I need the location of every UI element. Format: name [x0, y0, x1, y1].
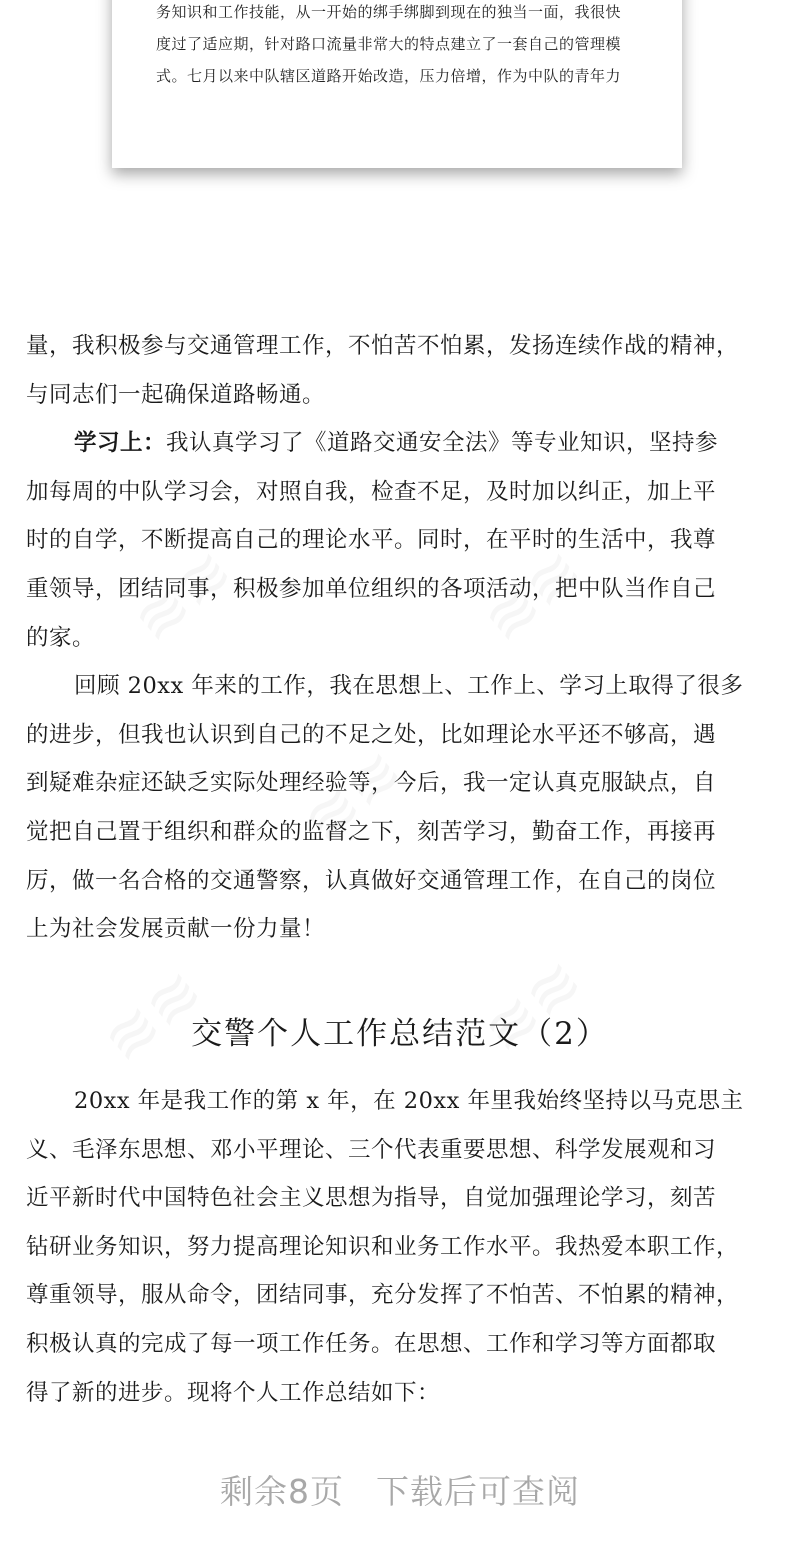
- paragraph: [26, 419, 780, 662]
- preview-line: 度过了适应期，针对路口流量非常大的特点建立了一套自己的管理模: [156, 35, 622, 53]
- text-line: 尊重领导，服从命令，团结同事，充分发挥了不怕苦、不怕累的精神，: [26, 1282, 740, 1309]
- preview-line: 务知识和工作技能，从一开始的绑手绑脚到现在的独当一面，我很快: [156, 3, 622, 21]
- section-title: 交警个人工作总结范文（2）: [191, 1016, 609, 1052]
- text-line: 的家。: [26, 624, 96, 651]
- download-hint-text: 下载后可查阅: [376, 1472, 580, 1511]
- text-line: 上为社会发展贡献一份力量！: [26, 916, 326, 943]
- document-body: [26, 322, 780, 954]
- paragraph-label: 学习上：: [74, 430, 167, 457]
- document-body-section-2: [26, 1077, 780, 1417]
- text-line: 与同志们一起确保道路畅通。: [26, 381, 326, 408]
- text-segment: 我认真学习了《道路交通安全法》等专业知识，坚持参: [166, 430, 719, 457]
- text-line: 20xx 年是我工作的第 x 年，在 20xx 年里我始终坚持以马克思主: [74, 1088, 744, 1114]
- paragraph: [26, 322, 780, 419]
- paragraph: [26, 1077, 780, 1417]
- text-line: 加每周的中队学习会，对照自我，检查不足，及时加以纠正，加上平: [26, 478, 717, 505]
- text-line: 觉把自己置于组织和群众的监督之下，刻苦学习，勤奋工作，再接再: [26, 818, 717, 845]
- text-line: 回顾 20xx 年来的工作，我在思想上、工作上、学习上取得了很多: [74, 673, 744, 700]
- text-line: [26, 419, 780, 468]
- preview-line: 式。七月以来中队辖区道路开始改造，压力倍增，作为中队的青年力: [156, 67, 622, 85]
- text-line: 重领导，团结同事，积极参加单位组织的各项活动，把中队当作自己: [26, 575, 717, 602]
- text-line: 时的自学，不断提高自己的理论水平。同时，在平时的生活中，我尊: [26, 527, 717, 554]
- page-preview-card: [112, 0, 682, 168]
- text-line: 积极认真的完成了每一项工作任务。在思想、工作和学习等方面都取: [26, 1330, 717, 1357]
- preview-text: [156, 0, 646, 92]
- text-line: 得了新的进步。现将个人工作总结如下：: [26, 1379, 441, 1406]
- text-line: 的进步，但我也认识到自己的不足之处，比如理论水平还不够高，遇: [26, 721, 717, 748]
- text-line: 量，我积极参与交通管理工作，不怕苦不怕累，发扬连续作战的精神，: [26, 333, 740, 359]
- remaining-pages-text: 剩余8页: [220, 1472, 344, 1511]
- remaining-pages-banner[interactable]: [0, 1466, 800, 1513]
- text-line: 近平新时代中国特色社会主义思想为指导，自觉加强理论学习，刻苦: [26, 1185, 717, 1212]
- text-line: 钻研业务知识，努力提高理论知识和业务工作水平。我热爱本职工作，: [26, 1233, 740, 1260]
- text-line: 厉，做一名合格的交通警察，认真做好交通管理工作，在自己的岗位: [26, 867, 717, 894]
- text-line: 义、毛泽东思想、邓小平理论、三个代表重要思想、科学发展观和习: [26, 1136, 717, 1163]
- paragraph: [26, 662, 780, 954]
- text-line: 到疑难杂症还缺乏实际处理经验等，今后，我一定认真克服缺点，自: [26, 770, 717, 797]
